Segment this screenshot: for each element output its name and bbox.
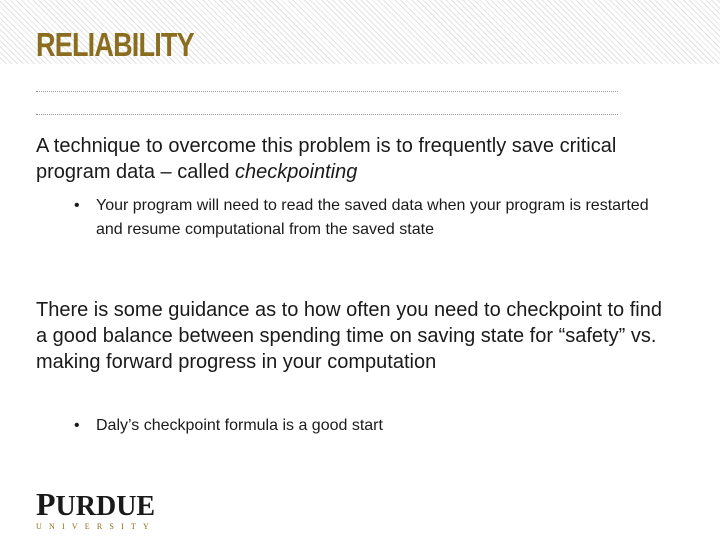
- divider-top: [36, 91, 618, 92]
- purdue-rest: URDUE: [55, 491, 156, 522]
- checkpointing-term: checkpointing: [235, 161, 358, 183]
- paragraph-guidance: There is some guidance as to how often you need to checkpoint to find a good balance between spending time on saving state for “safety” vs. making forward progress in your computation: [36, 299, 662, 373]
- bullet-dot: •: [74, 197, 80, 214]
- bullet-daly: [74, 414, 674, 438]
- purdue-initial: P: [36, 486, 56, 522]
- paragraph-checkpointing-text: A technique to overcome this problem is to frequently save critical program data – called: [36, 135, 617, 183]
- paragraph-checkpointing: [36, 133, 676, 185]
- purdue-wordmark: [36, 486, 156, 522]
- purdue-logo: [36, 486, 156, 531]
- bullet-restart: [74, 194, 674, 242]
- bullet-daly-text: Daly’s checkpoint formula is a good start: [96, 417, 383, 434]
- university-wordmark: UNIVERSITY: [36, 522, 156, 531]
- divider-bottom: [36, 114, 618, 115]
- bullet-restart-text: Your program will need to read the saved data when your program is restarted and resume computational from the saved state: [96, 197, 649, 238]
- bullet-dot: •: [74, 417, 80, 434]
- slide-title: RELIABILITY: [36, 26, 194, 63]
